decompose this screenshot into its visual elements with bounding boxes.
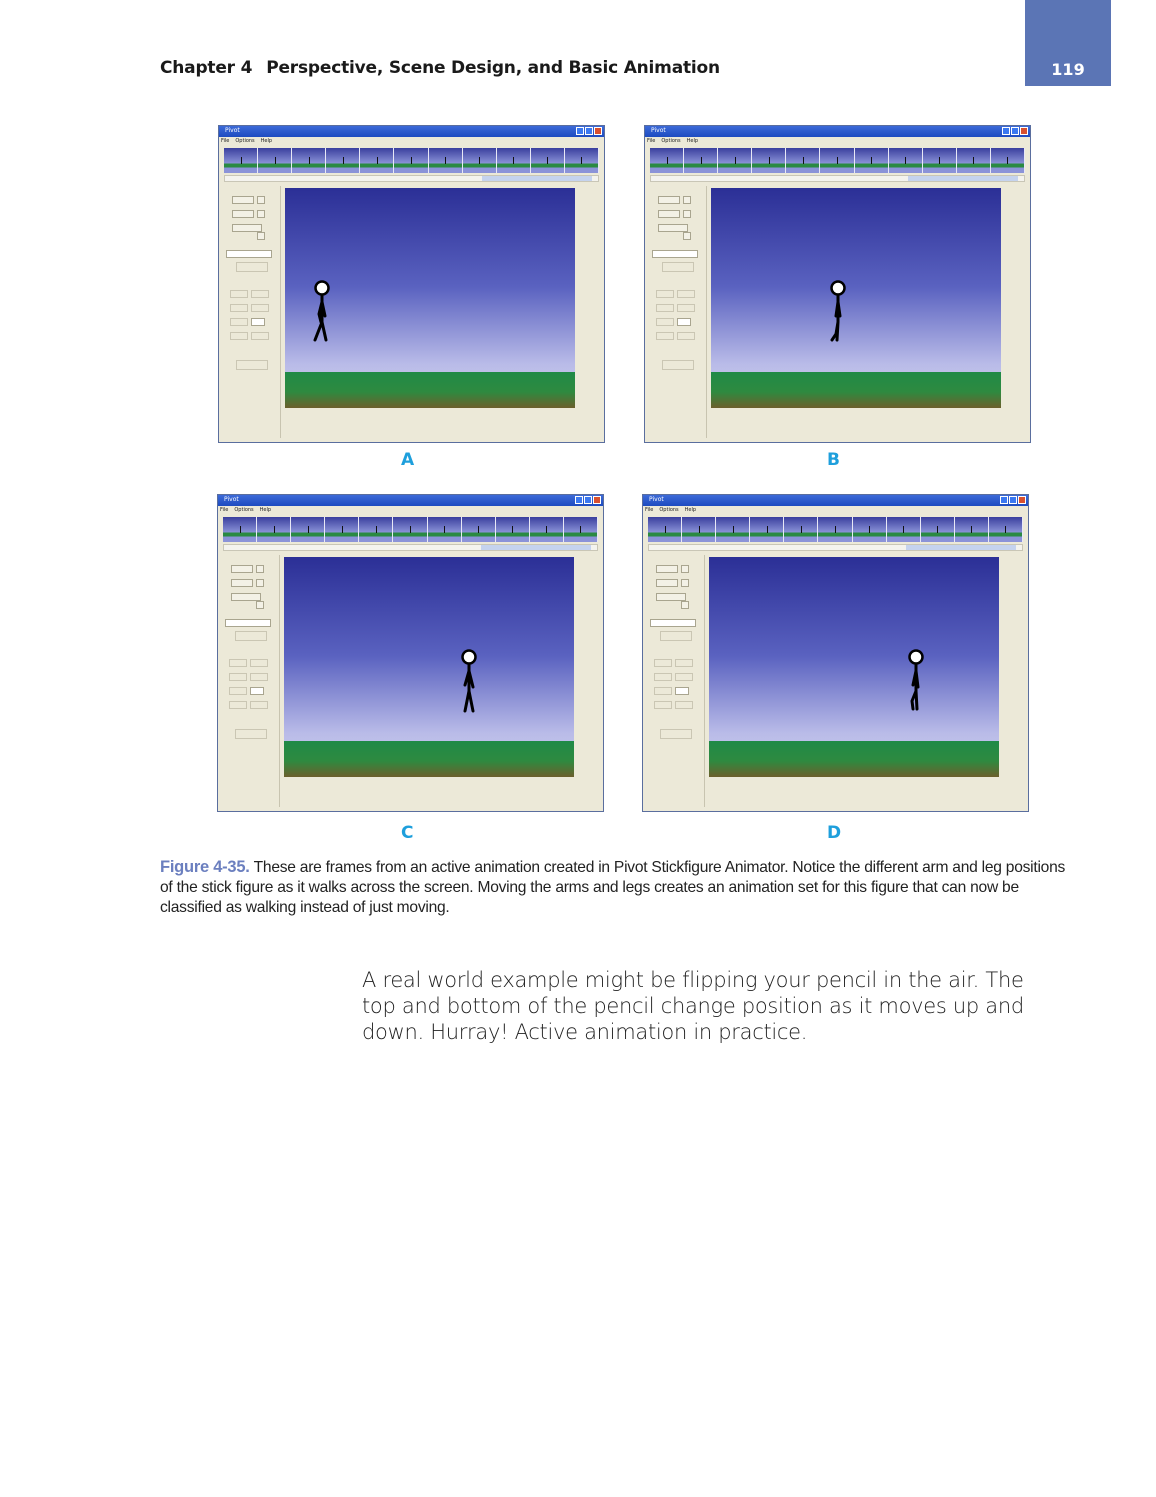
speed-spinner[interactable] [681, 565, 689, 573]
film-frame[interactable] [923, 148, 957, 173]
control-panel [650, 186, 707, 438]
film-frame[interactable] [325, 517, 359, 542]
figure-button-6[interactable] [230, 332, 248, 340]
film-frame[interactable] [429, 148, 463, 173]
minimize-icon[interactable] [1000, 496, 1008, 504]
film-frame[interactable] [496, 517, 530, 542]
film-frame[interactable] [991, 148, 1025, 173]
menubar [221, 138, 272, 146]
figure-button-5[interactable] [654, 687, 672, 695]
film-frame[interactable] [393, 517, 427, 542]
film-frame[interactable] [258, 148, 292, 173]
figure-button-4[interactable] [251, 304, 269, 312]
menu-file[interactable]: File [645, 507, 654, 513]
stop-button[interactable] [232, 210, 254, 218]
figure-button-4[interactable] [677, 304, 695, 312]
figure-button-7[interactable] [677, 332, 695, 340]
page-number-tab [1025, 0, 1111, 86]
repeat-spinner[interactable] [683, 232, 691, 240]
film-frame[interactable] [565, 148, 599, 173]
panel-label-b: B [827, 450, 840, 470]
speed-spinner[interactable] [683, 196, 691, 204]
close-icon[interactable] [1020, 127, 1028, 135]
window-title: Pivot [224, 496, 239, 503]
ground-strip [709, 741, 999, 777]
control-panel [648, 555, 705, 807]
film-frame[interactable] [820, 148, 854, 173]
pivot-screenshot-c [217, 494, 604, 812]
chapter-label: Chapter 4 [160, 58, 253, 78]
film-frame[interactable] [463, 148, 497, 173]
frame-strip[interactable] [650, 148, 1025, 173]
stop-checkbox[interactable] [683, 210, 691, 218]
figure-button-5[interactable] [229, 687, 247, 695]
menu-help[interactable]: Help [686, 138, 699, 144]
pivot-screenshot-a [218, 125, 605, 443]
next-frame-button[interactable] [660, 729, 692, 739]
film-frame[interactable] [292, 148, 326, 173]
panel-label-a: A [401, 450, 415, 470]
figure-button-2[interactable] [677, 290, 695, 298]
figure-button-1[interactable] [230, 290, 248, 298]
play-button[interactable] [656, 565, 678, 573]
film-frame[interactable] [531, 148, 565, 173]
pivot-screenshot-d [642, 494, 1029, 812]
scrollbar-thumb[interactable] [906, 545, 1016, 550]
repeat-checkbox[interactable] [232, 224, 262, 232]
menu-file[interactable]: File [221, 138, 230, 144]
repeat-spinner[interactable] [257, 232, 265, 240]
animation-stage[interactable] [709, 557, 999, 777]
figure-button-6[interactable] [229, 701, 247, 709]
figure-size-field[interactable] [675, 687, 689, 695]
stick-figure[interactable] [307, 276, 337, 346]
frame-strip[interactable] [648, 517, 1023, 542]
stop-button[interactable] [656, 579, 678, 587]
menu-options[interactable]: Options [661, 138, 681, 144]
figure-button-7[interactable] [675, 701, 693, 709]
window-title: Pivot [649, 496, 664, 503]
menu-options[interactable]: Options [659, 507, 679, 513]
stick-figure[interactable] [901, 645, 931, 715]
figure-button-1[interactable] [656, 290, 674, 298]
film-frame[interactable] [530, 517, 564, 542]
repeat-spinner[interactable] [256, 601, 264, 609]
maximize-icon[interactable] [585, 127, 593, 135]
film-frame[interactable] [648, 517, 682, 542]
panel-label-d: D [827, 823, 842, 843]
menubar [647, 138, 698, 146]
film-frame[interactable] [887, 517, 921, 542]
frame-scrollbar[interactable] [223, 544, 598, 551]
figure-button-1[interactable] [654, 659, 672, 667]
add-figure-button[interactable] [236, 262, 268, 272]
figure-size-field[interactable] [251, 318, 265, 326]
repeat-spinner[interactable] [681, 601, 689, 609]
play-button[interactable] [232, 196, 254, 204]
figure-caption-label: Figure 4-35. [160, 858, 250, 876]
film-frame[interactable] [786, 148, 820, 173]
film-frame[interactable] [784, 517, 818, 542]
film-frame[interactable] [428, 517, 462, 542]
stop-checkbox[interactable] [681, 579, 689, 587]
ground-strip [285, 372, 575, 408]
figure-button-3[interactable] [229, 673, 247, 681]
ground-strip [284, 741, 574, 777]
window-title: Pivot [225, 127, 240, 134]
menu-options[interactable]: Options [235, 138, 255, 144]
menu-help[interactable]: Help [684, 507, 697, 513]
film-frame[interactable] [462, 517, 496, 542]
play-button[interactable] [231, 565, 253, 573]
frame-scrollbar[interactable] [648, 544, 1023, 551]
figure-caption [160, 857, 1075, 918]
pivot-screenshot-b [644, 125, 1031, 443]
speed-spinner[interactable] [256, 565, 264, 573]
figure-button-3[interactable] [654, 673, 672, 681]
figure-button-7[interactable] [250, 701, 268, 709]
animation-stage[interactable] [711, 188, 1001, 408]
figure-button-5[interactable] [230, 318, 248, 326]
repeat-checkbox[interactable] [658, 224, 688, 232]
figure-button-3[interactable] [656, 304, 674, 312]
scrollbar-thumb[interactable] [482, 176, 592, 181]
figure-button-3[interactable] [230, 304, 248, 312]
film-frame[interactable] [224, 148, 258, 173]
menubar [645, 507, 696, 515]
running-header [160, 58, 720, 78]
close-icon[interactable] [593, 496, 601, 504]
film-frame[interactable] [818, 517, 852, 542]
minimize-icon[interactable] [575, 496, 583, 504]
stop-checkbox[interactable] [257, 210, 265, 218]
maximize-icon[interactable] [584, 496, 592, 504]
menu-file[interactable]: File [647, 138, 656, 144]
menubar [220, 507, 271, 515]
menu-help[interactable]: Help [259, 507, 272, 513]
body-paragraph: A real world example might be flipping your pencil in the air. The top and bottom of the pencil change position as it moves up and down. Hurray! Active animation in practice. [362, 968, 1024, 1044]
stop-button[interactable] [658, 210, 680, 218]
figure-button-2[interactable] [251, 290, 269, 298]
film-frame[interactable] [989, 517, 1023, 542]
menu-file[interactable]: File [220, 507, 229, 513]
film-frame[interactable] [752, 148, 786, 173]
minimize-icon[interactable] [1002, 127, 1010, 135]
film-frame[interactable] [684, 148, 718, 173]
frame-scrollbar[interactable] [650, 175, 1025, 182]
film-frame[interactable] [955, 517, 989, 542]
figure-button-2[interactable] [675, 659, 693, 667]
stick-figure[interactable] [823, 276, 853, 346]
film-frame[interactable] [359, 517, 393, 542]
next-frame-button[interactable] [236, 360, 268, 370]
figure-button-4[interactable] [675, 673, 693, 681]
film-frame[interactable] [750, 517, 784, 542]
figure-select[interactable] [226, 250, 272, 258]
stop-checkbox[interactable] [256, 579, 264, 587]
panel-label-c: C [401, 823, 414, 843]
film-frame[interactable] [718, 148, 752, 173]
figure-button-6[interactable] [656, 332, 674, 340]
add-figure-button[interactable] [235, 631, 267, 641]
speed-spinner[interactable] [257, 196, 265, 204]
film-frame[interactable] [257, 517, 291, 542]
film-frame[interactable] [853, 517, 887, 542]
figure-select[interactable] [225, 619, 271, 627]
film-frame[interactable] [360, 148, 394, 173]
repeat-checkbox[interactable] [656, 593, 686, 601]
animation-stage[interactable] [284, 557, 574, 777]
figure-button-6[interactable] [654, 701, 672, 709]
figure-button-1[interactable] [229, 659, 247, 667]
film-frame[interactable] [716, 517, 750, 542]
ground-strip [711, 372, 1001, 408]
play-button[interactable] [658, 196, 680, 204]
scrollbar-thumb[interactable] [481, 545, 591, 550]
film-frame[interactable] [394, 148, 428, 173]
minimize-icon[interactable] [576, 127, 584, 135]
page-number: 119 [1051, 60, 1085, 79]
frame-strip[interactable] [224, 148, 599, 173]
figure-button-2[interactable] [250, 659, 268, 667]
chapter-title: Perspective, Scene Design, and Basic Animation [266, 58, 720, 78]
film-frame[interactable] [497, 148, 531, 173]
window-titlebar[interactable] [643, 495, 1028, 506]
close-icon[interactable] [594, 127, 602, 135]
film-frame[interactable] [957, 148, 991, 173]
add-figure-button[interactable] [660, 631, 692, 641]
control-panel [224, 186, 281, 438]
figure-caption-text: These are frames from an active animation created in Pivot Stickfigure Animator. Notice the different arm and leg positions of the stick figure as it walks across the screen. Moving the arms and legs creates an animation set for this figure that can now be classified as walking instead of just moving. [160, 859, 1066, 916]
film-frame[interactable] [921, 517, 955, 542]
figure-size-field[interactable] [250, 687, 264, 695]
film-frame[interactable] [291, 517, 325, 542]
maximize-icon[interactable] [1011, 127, 1019, 135]
film-frame[interactable] [682, 517, 716, 542]
window-title: Pivot [651, 127, 666, 134]
stick-figure[interactable] [454, 645, 484, 715]
film-frame[interactable] [326, 148, 360, 173]
figure-button-5[interactable] [656, 318, 674, 326]
film-frame[interactable] [855, 148, 889, 173]
figure-select[interactable] [652, 250, 698, 258]
figure-button-4[interactable] [250, 673, 268, 681]
film-frame[interactable] [223, 517, 257, 542]
figure-size-field[interactable] [677, 318, 691, 326]
figure-button-7[interactable] [251, 332, 269, 340]
film-frame[interactable] [564, 517, 598, 542]
next-frame-button[interactable] [662, 360, 694, 370]
figure-select[interactable] [650, 619, 696, 627]
menu-help[interactable]: Help [260, 138, 273, 144]
menu-options[interactable]: Options [234, 507, 254, 513]
animation-stage[interactable] [285, 188, 575, 408]
control-panel [223, 555, 280, 807]
window-titlebar[interactable] [219, 126, 604, 137]
window-titlebar[interactable] [645, 126, 1030, 137]
add-figure-button[interactable] [662, 262, 694, 272]
maximize-icon[interactable] [1009, 496, 1017, 504]
window-titlebar[interactable] [218, 495, 603, 506]
repeat-checkbox[interactable] [231, 593, 261, 601]
next-frame-button[interactable] [235, 729, 267, 739]
close-icon[interactable] [1018, 496, 1026, 504]
frame-strip[interactable] [223, 517, 598, 542]
frame-scrollbar[interactable] [224, 175, 599, 182]
scrollbar-thumb[interactable] [908, 176, 1018, 181]
film-frame[interactable] [650, 148, 684, 173]
stop-button[interactable] [231, 579, 253, 587]
film-frame[interactable] [889, 148, 923, 173]
